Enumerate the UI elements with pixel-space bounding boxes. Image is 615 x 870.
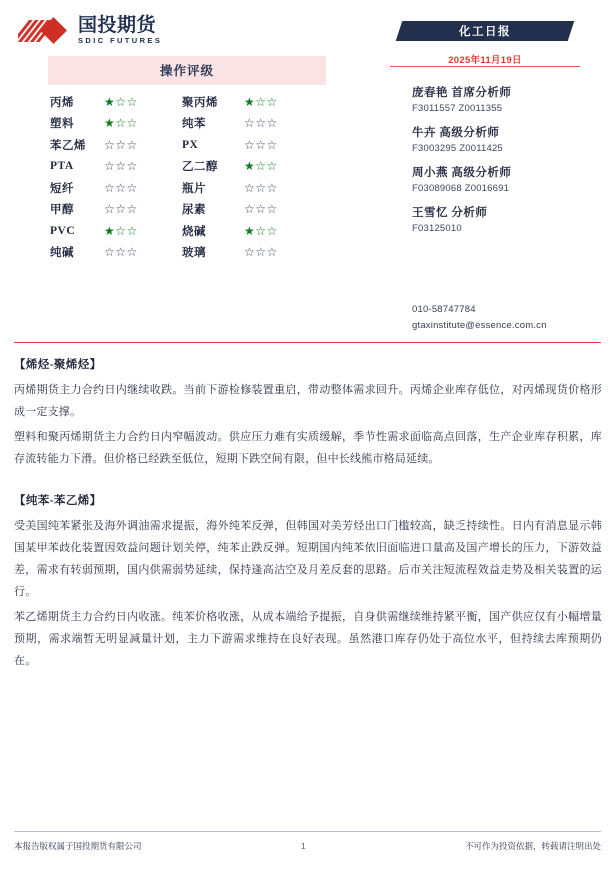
analyst-license-code: F03089068 Z0016691 — [412, 183, 510, 194]
rating-star: ☆ — [266, 223, 278, 238]
rating-star: ☆ — [266, 180, 278, 195]
rating-stars — [244, 203, 322, 215]
analyst-license-code: F3003295 Z0011425 — [412, 143, 503, 154]
section-paragraph: 受美国纯苯紧张及海外调油需求提振，海外纯苯反弹，但韩国对美芳烃出口门槛较高，缺乏持续性。日内有消息显示韩国某甲苯歧化装置因效益问题计划关停，纯苯止跌反弹。短期国内纯苯依旧面临进口量高及国产增长的压力，下游效益差，需求有转弱预期，国内供需弱势延续，保持逢高沽空及月差反套的思路。后市关注短流程效益走势及相关装置的运行。 — [14, 520, 602, 598]
rating-star: ★ — [244, 223, 256, 238]
footer-disclaimer: 不可作为投资依据，转载请注明出处 — [464, 841, 601, 851]
section-paragraph: 丙烯期货主力合约日内继续收跌。当前下游检修装置重启，带动整体需求回升。丙烯企业库存低位，对丙烯现货价格形成一定支撑。 — [14, 384, 602, 418]
rating-star: ☆ — [266, 116, 278, 131]
ratings-rows — [48, 91, 326, 263]
rating-star: ☆ — [104, 159, 116, 174]
rating-stars — [244, 139, 322, 151]
rating-star: ☆ — [104, 245, 116, 260]
rating-star: ★ — [104, 223, 116, 238]
analyst-license-code: F3011557 Z0011355 — [412, 103, 503, 114]
logo-text — [78, 16, 162, 45]
rating-star: ☆ — [104, 137, 116, 152]
rating-star: ☆ — [266, 137, 278, 152]
analyst-name: 庞春艳 首席分析师 — [412, 87, 512, 99]
rating-star: ☆ — [255, 159, 267, 174]
rating-star: ☆ — [115, 180, 127, 195]
footer-divider — [14, 831, 601, 832]
rating-item-name: PX — [182, 138, 199, 151]
logo-mark-icon — [18, 17, 76, 45]
rating-star: ★ — [104, 94, 116, 109]
rating-star: ★ — [244, 159, 256, 174]
rating-star: ☆ — [266, 245, 278, 260]
rating-stars — [244, 160, 322, 172]
rating-star: ☆ — [244, 245, 256, 260]
rating-item-name: 乙二醇 — [182, 161, 218, 174]
rating-star: ☆ — [126, 180, 138, 195]
rating-star: ☆ — [126, 245, 138, 260]
rating-stars — [244, 246, 322, 258]
rating-star: ☆ — [104, 180, 116, 195]
rating-row — [48, 91, 326, 113]
rating-star: ☆ — [126, 202, 138, 217]
rating-item-name: 烧碱 — [182, 225, 206, 238]
rating-star: ☆ — [244, 137, 256, 152]
rating-row — [48, 177, 326, 199]
rating-stars — [104, 160, 182, 172]
rating-star: ☆ — [255, 180, 267, 195]
rating-stars — [244, 182, 322, 194]
report-section — [14, 492, 602, 672]
contact-phone: 010-58747784 — [412, 304, 476, 315]
rating-stars — [104, 96, 182, 108]
rating-star: ☆ — [126, 94, 138, 109]
report-title: 化工日报 — [459, 26, 511, 38]
rating-star: ☆ — [255, 94, 267, 109]
analyst-name: 王雪忆 分析师 — [412, 207, 488, 219]
footer-copyright: 本报告版权属于国投期货有限公司 — [14, 841, 142, 851]
rating-item-name: 瓶片 — [182, 182, 206, 195]
rating-stars — [244, 96, 322, 108]
rating-star: ☆ — [115, 94, 127, 109]
analyst-name: 周小燕 高级分析师 — [412, 167, 512, 179]
rating-stars — [244, 117, 322, 129]
rating-item-name: 苯乙烯 — [50, 139, 86, 152]
rating-stars — [104, 182, 182, 194]
section-paragraph: 塑料和聚丙烯期货主力合约日内窄幅波动。供应压力难有实质缓解，季节性需求面临高点回落，生产企业库存积累，库存流转能力下滑。但价格已经跌至低位，短期下跌空间有限，但中长线熊市格局延续。 — [14, 431, 602, 465]
logo-name-en: SDIC FUTURES — [78, 36, 163, 45]
contact-block — [412, 302, 612, 334]
rating-item-name: 玻璃 — [182, 247, 206, 260]
rating-row — [48, 220, 326, 242]
rating-item-name: PVC — [50, 224, 76, 237]
rating-row — [48, 134, 326, 156]
rating-stars — [104, 246, 182, 258]
rating-star: ☆ — [115, 245, 127, 260]
rating-star: ☆ — [255, 223, 267, 238]
rating-star: ☆ — [126, 223, 138, 238]
rating-item-name: 甲醇 — [50, 204, 74, 217]
rating-star: ☆ — [244, 116, 256, 131]
logo-name-cn: 国投期货 — [78, 15, 157, 36]
analyst-name: 牛卉 高级分析师 — [412, 127, 500, 139]
section-heading: 【烯烃-聚烯烃】 — [14, 359, 102, 371]
rating-star: ☆ — [266, 202, 278, 217]
rating-star: ☆ — [115, 159, 127, 174]
rating-stars — [104, 225, 182, 237]
report-body — [14, 356, 602, 694]
rating-stars — [244, 225, 322, 237]
rating-row — [48, 199, 326, 221]
rating-item-name: 纯碱 — [50, 247, 74, 260]
rating-item-name: 塑料 — [50, 118, 74, 131]
footer-page-number: 1 — [300, 841, 306, 851]
rating-star: ☆ — [115, 202, 127, 217]
rating-stars — [104, 117, 182, 129]
rating-star: ☆ — [115, 223, 127, 238]
rating-star: ☆ — [266, 94, 278, 109]
contact-email[interactable]: gtaxinstitute@essence.com.cn — [412, 320, 547, 331]
rating-row — [48, 242, 326, 264]
analyst-list — [412, 84, 612, 244]
banner-divider — [390, 66, 580, 67]
rating-star: ☆ — [255, 116, 267, 131]
rating-star: ☆ — [244, 180, 256, 195]
rating-star: ☆ — [115, 137, 127, 152]
rating-item-name: 尿素 — [182, 204, 206, 217]
rating-star: ☆ — [244, 202, 256, 217]
rating-star: ☆ — [255, 245, 267, 260]
company-logo — [18, 16, 162, 45]
rating-item-name: 短纤 — [50, 182, 74, 195]
rating-item-name: 纯苯 — [182, 118, 206, 131]
operation-ratings-table — [48, 56, 326, 263]
rating-star: ★ — [244, 94, 256, 109]
rating-row — [48, 156, 326, 178]
rating-item-name: PTA — [50, 160, 74, 173]
ratings-title: 操作评级 — [48, 56, 326, 85]
rating-row — [48, 113, 326, 135]
section-paragraph: 苯乙烯期货主力合约日内收涨。纯苯价格收涨，从成本端给予提振，自身供需继续维持紧平衡，国产供应仅有小幅增量预期，需求端暂无明显减量计划，主力下游需求维持在良好表现。虽然港口库存仍处于高位水平，但持续去库预期仍在。 — [14, 611, 602, 667]
rating-star: ☆ — [255, 137, 267, 152]
rating-star: ☆ — [266, 159, 278, 174]
rating-stars — [104, 203, 182, 215]
rating-star: ☆ — [104, 202, 116, 217]
header-divider — [14, 342, 601, 343]
rating-stars — [104, 139, 182, 151]
rating-star: ☆ — [115, 116, 127, 131]
rating-star: ★ — [104, 116, 116, 131]
rating-item-name: 丙烯 — [50, 96, 74, 109]
rating-star: ☆ — [126, 159, 138, 174]
rating-item-name: 聚丙烯 — [182, 96, 218, 109]
section-heading: 【纯苯-苯乙烯】 — [14, 495, 102, 507]
analyst-license-code: F03125010 — [412, 223, 462, 234]
rating-star: ☆ — [126, 137, 138, 152]
report-section — [14, 356, 602, 470]
report-date: 2025年11月19日 — [448, 55, 522, 66]
rating-star: ☆ — [126, 116, 138, 131]
rating-star: ☆ — [255, 202, 267, 217]
report-header — [0, 0, 615, 345]
report-footer — [14, 840, 601, 852]
